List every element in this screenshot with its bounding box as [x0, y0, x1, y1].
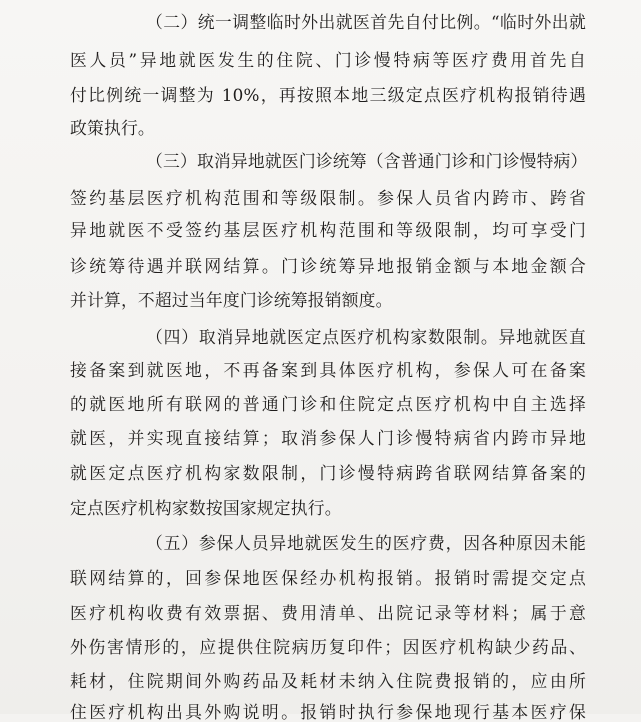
section-2-line-3: 付比例统一调整为 10%，再按照本地三级定点医疗机构报销待遇: [70, 85, 586, 105]
section-5-line-3: 医疗机构收费有效票据、费用清单、出院记录等材料；属于意: [70, 603, 586, 623]
section-3-line-3: 异地就医不受签约基层医疗机构范围和等级限制，均可享受门: [70, 220, 586, 240]
section-4-line-5: 就医定点医疗机构家数限制，门诊慢特病跨省联网结算备案的: [70, 463, 586, 483]
section-5-line-1: （五）参保人员异地就医发生的医疗费，因各种原因未能: [146, 533, 586, 553]
section-4-line-2: 接备案到就医地，不再备案到具体医疗机构，参保人可在备案: [70, 360, 586, 380]
section-5-line-6: 住医疗机构出具外购说明。报销时执行参保地现行基本医疗保: [70, 702, 586, 722]
section-2-line-1: （二）统一调整临时外出就医首先自付比例。“临时外出就: [146, 12, 586, 32]
section-3-line-1: （三）取消异地就医门诊统筹（含普通门诊和门诊慢特病）: [146, 151, 588, 171]
section-4-line-1: （四）取消异地就医定点医疗机构家数限制。异地就医直: [146, 327, 586, 347]
section-5-line-4: 外伤害情形的，应提供住院病历复印件；因医疗机构缺少药品、: [70, 637, 586, 657]
section-2-line-2: 医人员”异地就医发生的住院、门诊慢特病等医疗费用首先自: [70, 50, 586, 70]
section-3-line-2: 签约基层医疗机构范围和等级限制。参保人员省内跨市、跨省: [70, 188, 586, 208]
section-4-line-6: 定点医疗机构家数按国家规定执行。: [70, 498, 342, 518]
section-5-line-2: 联网结算的，回参保地医保经办机构报销。报销时需提交定点: [70, 568, 586, 588]
section-3-line-4: 诊统筹待遇并联网结算。门诊统筹异地报销金额与本地金额合: [70, 256, 586, 276]
section-2-line-4: 政策执行。: [70, 118, 155, 138]
section-4-line-3: 的就医地所有联网的普通门诊和住院定点医疗机构中自主选择: [70, 394, 586, 414]
section-5-line-5: 耗材，住院期间外购药品及耗材未纳入住院费报销的，应由所: [70, 671, 586, 691]
section-4-line-4: 就医，并实现直接结算；取消参保人门诊慢特病省内跨市异地: [70, 428, 586, 448]
section-3-line-5: 并计算，不超过当年度门诊统筹报销额度。: [70, 290, 393, 310]
